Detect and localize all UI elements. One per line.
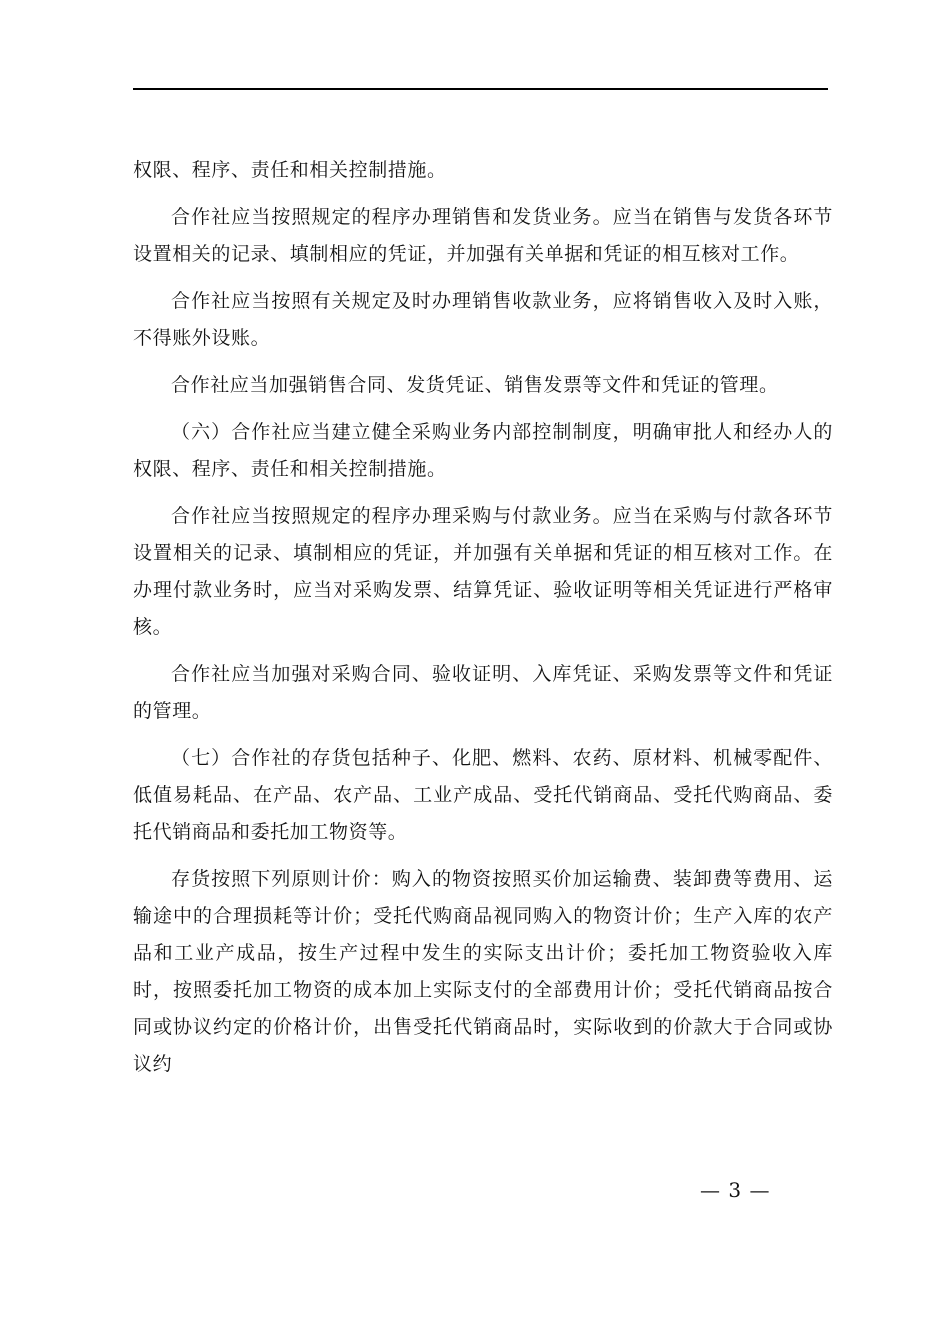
paragraph: 权限、程序、责任和相关控制措施。 bbox=[133, 159, 447, 181]
paragraph: 合作社应当按照规定的程序办理销售和发货业务。应当在销售与发货各环节设置相关的记录、填制相应的凭证，并加强有关单据和凭证的相互核对工作。 bbox=[133, 206, 833, 265]
document-body bbox=[133, 152, 833, 1093]
paragraph: 合作社应当加强对采购合同、验收证明、入库凭证、采购发票等文件和凭证的管理。 bbox=[133, 663, 833, 722]
paragraph: 存货按照下列原则计价：购入的物资按照买价加运输费、装卸费等费用、运输途中的合理损耗等计价；受托代购商品视同购入的物资计价；生产入库的农产品和工业产成品，按生产过程中发生的实际支出计价；委托加工物资验收入库时，按照委托加工物资的成本加上实际支付的全部费用计价；受托代销商品按合同或协议约定的价格计价，出售受托代销商品时，实际收到的价款大于合同或协议约 bbox=[133, 868, 833, 1075]
header-rule bbox=[133, 88, 828, 90]
paragraph: 合作社应当按照有关规定及时办理销售收款业务，应将销售收入及时入账，不得账外设账。 bbox=[133, 290, 833, 349]
page-number: — 3 — bbox=[700, 1178, 771, 1202]
paragraph: 合作社应当加强销售合同、发货凭证、销售发票等文件和凭证的管理。 bbox=[171, 374, 779, 396]
paragraph: （六）合作社应当建立健全采购业务内部控制制度，明确审批人和经办人的权限、程序、责任和相关控制措施。 bbox=[133, 421, 833, 480]
paragraph: （七）合作社的存货包括种子、化肥、燃料、农药、原材料、机械零配件、低值易耗品、在产品、农产品、工业产成品、受托代销商品、受托代购商品、委托代销商品和委托加工物资等。 bbox=[133, 747, 833, 843]
paragraph: 合作社应当按照规定的程序办理采购与付款业务。应当在采购与付款各环节设置相关的记录、填制相应的凭证，并加强有关单据和凭证的相互核对工作。在办理付款业务时，应当对采购发票、结算凭证、验收证明等相关凭证进行严格审核。 bbox=[133, 505, 833, 638]
